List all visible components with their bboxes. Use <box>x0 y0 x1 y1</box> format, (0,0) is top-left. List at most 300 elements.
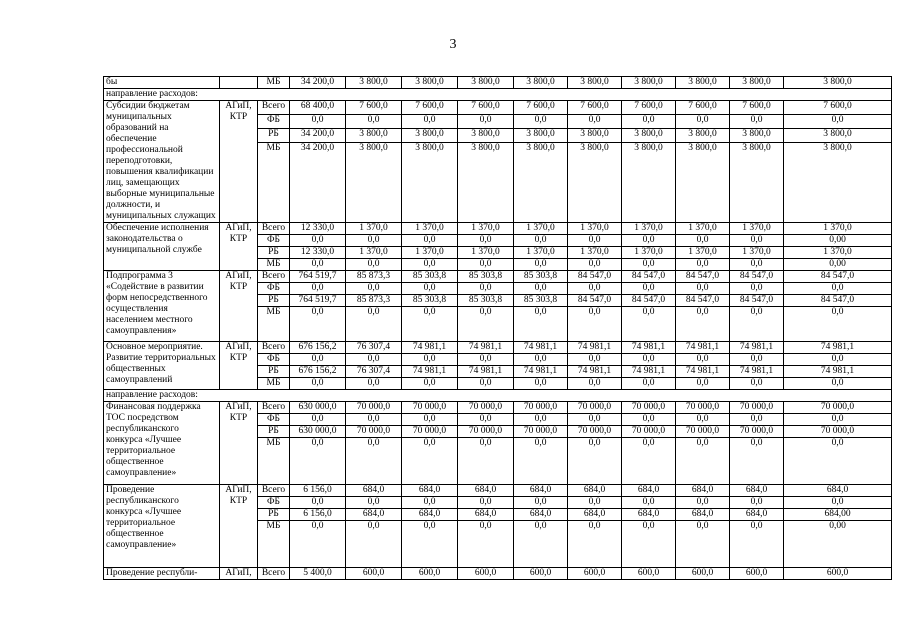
amount-cell: 0,0 <box>568 307 622 342</box>
amount-cell: 5 400,0 <box>290 568 346 580</box>
amount-cell: 0,0 <box>458 259 514 271</box>
amount-cell: 0,0 <box>458 414 514 426</box>
amount-cell: 85 303,8 <box>402 295 458 307</box>
amount-cell: 0,0 <box>730 354 784 366</box>
amount-cell: 0,0 <box>402 414 458 426</box>
section-label: направление расходов: <box>104 390 892 402</box>
amount-cell: 0,0 <box>514 307 568 342</box>
table-row <box>104 342 892 354</box>
amount-cell: 0,0 <box>458 497 514 509</box>
funding-source: РБ <box>258 129 290 143</box>
table-row <box>104 101 892 115</box>
amount-cell: 1 370,0 <box>622 223 676 235</box>
amount-cell: 0,0 <box>346 307 402 342</box>
amount-cell: 684,0 <box>402 485 458 497</box>
amount-cell: 684,0 <box>346 485 402 497</box>
table-row <box>104 402 892 414</box>
amount-cell: 70 000,0 <box>568 426 622 438</box>
table-row <box>104 485 892 497</box>
amount-cell: 0,0 <box>730 378 784 390</box>
amount-cell: 85 873,3 <box>346 271 402 283</box>
amount-cell: 3 800,0 <box>730 77 784 89</box>
amount-cell: 70 000,0 <box>622 426 676 438</box>
amount-cell: 0,0 <box>676 414 730 426</box>
amount-cell: 3 800,0 <box>730 129 784 143</box>
funding-source: Всего <box>258 402 290 414</box>
amount-cell: 0,0 <box>784 115 892 129</box>
funding-source: МБ <box>258 521 290 568</box>
amount-cell: 7 600,0 <box>730 101 784 115</box>
amount-cell: 7 600,0 <box>676 101 730 115</box>
item-name: бы <box>104 77 220 89</box>
table-row <box>104 271 892 283</box>
amount-cell: 1 370,0 <box>568 247 622 259</box>
amount-cell: 0,0 <box>622 414 676 426</box>
amount-cell: 1 370,0 <box>784 223 892 235</box>
amount-cell: 600,0 <box>514 568 568 580</box>
responsible-executor: АГиП, КТР <box>220 101 258 223</box>
amount-cell: 70 000,0 <box>784 402 892 414</box>
amount-cell: 70 000,0 <box>676 426 730 438</box>
amount-cell: 0,0 <box>622 354 676 366</box>
amount-cell: 1 370,0 <box>402 223 458 235</box>
amount-cell: 1 370,0 <box>676 247 730 259</box>
amount-cell: 6 156,0 <box>290 509 346 521</box>
amount-cell: 1 370,0 <box>730 247 784 259</box>
amount-cell: 0,0 <box>730 259 784 271</box>
amount-cell: 74 981,1 <box>402 342 458 354</box>
funding-source: МБ <box>258 438 290 485</box>
amount-cell: 0,0 <box>568 414 622 426</box>
item-name: Субсидии бюджетам муниципальных образований на обеспечение профессиональной переподготовки, повышения квалификации лиц, замещающих выборные муниципальные должности, и муниципальных служащих <box>104 101 220 223</box>
amount-cell: 0,0 <box>290 283 346 295</box>
funding-source: РБ <box>258 366 290 378</box>
amount-cell: 34 200,0 <box>290 143 346 223</box>
amount-cell: 3 800,0 <box>514 129 568 143</box>
amount-cell: 0,0 <box>346 521 402 568</box>
amount-cell: 0,0 <box>514 438 568 485</box>
amount-cell: 684,0 <box>784 485 892 497</box>
amount-cell: 0,0 <box>784 307 892 342</box>
amount-cell: 0,0 <box>784 438 892 485</box>
amount-cell: 70 000,0 <box>568 402 622 414</box>
amount-cell: 84 547,0 <box>730 271 784 283</box>
amount-cell: 70 000,0 <box>458 402 514 414</box>
amount-cell: 70 000,0 <box>730 426 784 438</box>
amount-cell: 0,0 <box>676 438 730 485</box>
amount-cell: 0,0 <box>290 307 346 342</box>
amount-cell: 3 800,0 <box>676 77 730 89</box>
amount-cell: 74 981,1 <box>458 366 514 378</box>
amount-cell: 34 200,0 <box>290 129 346 143</box>
amount-cell: 12 330,0 <box>290 223 346 235</box>
amount-cell: 3 800,0 <box>622 77 676 89</box>
amount-cell: 0,0 <box>676 521 730 568</box>
amount-cell: 0,0 <box>514 354 568 366</box>
amount-cell: 684,0 <box>622 485 676 497</box>
amount-cell: 74 981,1 <box>730 366 784 378</box>
page-number: 3 <box>449 37 457 52</box>
amount-cell: 764 519,7 <box>290 295 346 307</box>
amount-cell: 12 330,0 <box>290 247 346 259</box>
amount-cell: 0,0 <box>622 438 676 485</box>
amount-cell: 0,0 <box>514 259 568 271</box>
amount-cell: 0,0 <box>402 521 458 568</box>
amount-cell: 3 800,0 <box>458 77 514 89</box>
amount-cell: 70 000,0 <box>730 402 784 414</box>
amount-cell: 1 370,0 <box>514 223 568 235</box>
amount-cell: 3 800,0 <box>622 129 676 143</box>
amount-cell: 0,0 <box>458 438 514 485</box>
amount-cell: 600,0 <box>458 568 514 580</box>
amount-cell: 0,0 <box>514 235 568 247</box>
amount-cell: 85 303,8 <box>514 295 568 307</box>
amount-cell: 1 370,0 <box>514 247 568 259</box>
amount-cell: 600,0 <box>402 568 458 580</box>
responsible-executor: АГиП, КТР <box>220 485 258 568</box>
table-row <box>104 223 892 235</box>
amount-cell: 0,0 <box>622 115 676 129</box>
funding-source: МБ <box>258 259 290 271</box>
funding-source: ФБ <box>258 115 290 129</box>
amount-cell: 0,0 <box>402 438 458 485</box>
amount-cell: 84 547,0 <box>622 295 676 307</box>
amount-cell: 76 307,4 <box>346 342 402 354</box>
amount-cell: 84 547,0 <box>622 271 676 283</box>
amount-cell: 84 547,0 <box>784 271 892 283</box>
amount-cell: 3 800,0 <box>568 143 622 223</box>
amount-cell: 0,0 <box>568 497 622 509</box>
amount-cell: 70 000,0 <box>622 402 676 414</box>
amount-cell: 7 600,0 <box>402 101 458 115</box>
amount-cell: 0,0 <box>402 378 458 390</box>
amount-cell: 84 547,0 <box>784 295 892 307</box>
responsible-executor: АГиП, <box>220 568 258 580</box>
amount-cell: 0,0 <box>568 283 622 295</box>
amount-cell: 0,0 <box>514 414 568 426</box>
amount-cell: 85 303,8 <box>458 295 514 307</box>
item-name: Подпрограмма 3 «Содействие в развитии форм непосредственного осуществления населением местного самоуправления» <box>104 271 220 342</box>
amount-cell: 0,0 <box>458 354 514 366</box>
amount-cell: 0,0 <box>730 235 784 247</box>
amount-cell: 676 156,2 <box>290 366 346 378</box>
amount-cell: 0,0 <box>290 259 346 271</box>
amount-cell: 600,0 <box>622 568 676 580</box>
amount-cell: 74 981,1 <box>622 342 676 354</box>
amount-cell: 0,0 <box>514 378 568 390</box>
amount-cell: 84 547,0 <box>676 271 730 283</box>
amount-cell: 7 600,0 <box>346 101 402 115</box>
amount-cell: 3 800,0 <box>730 143 784 223</box>
section-label: направление расходов: <box>104 89 892 101</box>
funding-source: МБ <box>258 307 290 342</box>
amount-cell: 0,0 <box>784 497 892 509</box>
amount-cell: 0,0 <box>402 497 458 509</box>
funding-source: РБ <box>258 426 290 438</box>
amount-cell: 3 800,0 <box>568 129 622 143</box>
amount-cell: 0,0 <box>568 235 622 247</box>
amount-cell: 0,0 <box>402 115 458 129</box>
amount-cell: 7 600,0 <box>458 101 514 115</box>
section-row <box>104 89 892 101</box>
responsible-executor: АГиП, КТР <box>220 342 258 390</box>
amount-cell: 684,0 <box>402 509 458 521</box>
amount-cell: 85 303,8 <box>402 271 458 283</box>
amount-cell: 0,00 <box>784 235 892 247</box>
amount-cell: 0,0 <box>676 378 730 390</box>
amount-cell: 3 800,0 <box>622 143 676 223</box>
amount-cell: 74 981,1 <box>568 366 622 378</box>
item-name: Обеспечение исполнения законодательства о муниципальной службе <box>104 223 220 271</box>
amount-cell: 0,0 <box>784 283 892 295</box>
amount-cell: 1 370,0 <box>346 247 402 259</box>
amount-cell: 684,0 <box>458 485 514 497</box>
amount-cell: 84 547,0 <box>676 295 730 307</box>
funding-source: ФБ <box>258 497 290 509</box>
amount-cell: 684,0 <box>568 509 622 521</box>
item-name: Финансовая поддержка ТОС посредством республиканского конкурса «Лучшее территориальное общественное самоуправление» <box>104 402 220 485</box>
amount-cell: 70 000,0 <box>346 402 402 414</box>
amount-cell: 0,0 <box>568 354 622 366</box>
amount-cell: 0,0 <box>346 497 402 509</box>
amount-cell: 1 370,0 <box>346 223 402 235</box>
amount-cell: 7 600,0 <box>784 101 892 115</box>
amount-cell: 0,0 <box>676 307 730 342</box>
amount-cell: 0,0 <box>514 283 568 295</box>
amount-cell: 0,0 <box>730 115 784 129</box>
amount-cell: 0,0 <box>290 378 346 390</box>
amount-cell: 74 981,1 <box>676 342 730 354</box>
amount-cell: 3 800,0 <box>676 129 730 143</box>
amount-cell: 1 370,0 <box>622 247 676 259</box>
amount-cell: 3 800,0 <box>784 143 892 223</box>
responsible-executor: АГиП, КТР <box>220 223 258 271</box>
amount-cell: 676 156,2 <box>290 342 346 354</box>
amount-cell: 0,0 <box>458 283 514 295</box>
amount-cell: 0,0 <box>676 283 730 295</box>
amount-cell: 0,0 <box>622 283 676 295</box>
funding-source: Всего <box>258 342 290 354</box>
amount-cell: 74 981,1 <box>730 342 784 354</box>
amount-cell: 0,0 <box>568 378 622 390</box>
amount-cell: 3 800,0 <box>784 77 892 89</box>
amount-cell: 0,0 <box>676 235 730 247</box>
amount-cell: 0,0 <box>622 378 676 390</box>
amount-cell: 3 800,0 <box>346 129 402 143</box>
amount-cell: 0,0 <box>402 259 458 271</box>
amount-cell: 600,0 <box>784 568 892 580</box>
funding-source: РБ <box>258 295 290 307</box>
amount-cell: 0,0 <box>402 235 458 247</box>
amount-cell: 0,0 <box>290 354 346 366</box>
table-row <box>104 568 892 580</box>
amount-cell: 74 981,1 <box>402 366 458 378</box>
amount-cell: 0,0 <box>346 354 402 366</box>
amount-cell: 684,0 <box>622 509 676 521</box>
amount-cell: 1 370,0 <box>458 247 514 259</box>
amount-cell: 74 981,1 <box>676 366 730 378</box>
amount-cell: 0,0 <box>514 521 568 568</box>
amount-cell: 6 156,0 <box>290 485 346 497</box>
amount-cell: 0,0 <box>514 497 568 509</box>
funding-source: РБ <box>258 509 290 521</box>
amount-cell: 0,00 <box>784 259 892 271</box>
amount-cell: 1 370,0 <box>676 223 730 235</box>
funding-source: МБ <box>258 378 290 390</box>
amount-cell: 0,0 <box>346 235 402 247</box>
amount-cell: 600,0 <box>676 568 730 580</box>
amount-cell: 600,0 <box>568 568 622 580</box>
amount-cell: 0,0 <box>676 497 730 509</box>
funding-source: ФБ <box>258 414 290 426</box>
amount-cell: 70 000,0 <box>784 426 892 438</box>
amount-cell: 0,0 <box>730 497 784 509</box>
amount-cell: 0,0 <box>290 414 346 426</box>
amount-cell: 0,0 <box>622 259 676 271</box>
amount-cell: 0,0 <box>568 438 622 485</box>
amount-cell: 684,0 <box>568 485 622 497</box>
amount-cell: 70 000,0 <box>402 402 458 414</box>
amount-cell: 0,0 <box>346 115 402 129</box>
funding-source: Всего <box>258 101 290 115</box>
amount-cell: 0,0 <box>676 354 730 366</box>
amount-cell: 0,0 <box>458 378 514 390</box>
amount-cell: 684,00 <box>784 509 892 521</box>
amount-cell: 74 981,1 <box>568 342 622 354</box>
amount-cell: 630 000,0 <box>290 402 346 414</box>
amount-cell: 84 547,0 <box>568 295 622 307</box>
item-name: Проведение республиканского конкурса «Лучшее территориальное общественное самоуправление» <box>104 485 220 568</box>
amount-cell: 3 800,0 <box>346 77 402 89</box>
amount-cell: 1 370,0 <box>458 223 514 235</box>
amount-cell: 0,0 <box>784 378 892 390</box>
amount-cell: 0,0 <box>784 354 892 366</box>
amount-cell: 684,0 <box>514 485 568 497</box>
amount-cell: 85 303,8 <box>458 271 514 283</box>
amount-cell: 684,0 <box>730 509 784 521</box>
amount-cell: 0,00 <box>784 521 892 568</box>
amount-cell: 0,0 <box>730 283 784 295</box>
amount-cell: 3 800,0 <box>514 77 568 89</box>
funding-source: МБ <box>258 143 290 223</box>
section-row <box>104 390 892 402</box>
amount-cell: 3 800,0 <box>402 129 458 143</box>
amount-cell: 1 370,0 <box>730 223 784 235</box>
funding-source: ФБ <box>258 283 290 295</box>
amount-cell: 68 400,0 <box>290 101 346 115</box>
amount-cell: 0,0 <box>290 115 346 129</box>
amount-cell: 0,0 <box>676 259 730 271</box>
amount-cell: 70 000,0 <box>458 426 514 438</box>
funding-source: РБ <box>258 247 290 259</box>
amount-cell: 3 800,0 <box>346 143 402 223</box>
amount-cell: 684,0 <box>346 509 402 521</box>
funding-source: Всего <box>258 223 290 235</box>
amount-cell: 0,0 <box>346 259 402 271</box>
amount-cell: 7 600,0 <box>622 101 676 115</box>
amount-cell: 0,0 <box>458 307 514 342</box>
amount-cell: 74 981,1 <box>514 342 568 354</box>
amount-cell: 0,0 <box>346 378 402 390</box>
amount-cell: 0,0 <box>402 354 458 366</box>
funding-source: Всего <box>258 568 290 580</box>
amount-cell: 600,0 <box>346 568 402 580</box>
amount-cell: 3 800,0 <box>402 77 458 89</box>
amount-cell: 3 800,0 <box>458 129 514 143</box>
amount-cell: 85 303,8 <box>514 271 568 283</box>
amount-cell: 34 200,0 <box>290 77 346 89</box>
amount-cell: 0,0 <box>568 521 622 568</box>
funding-source: Всего <box>258 485 290 497</box>
amount-cell: 3 800,0 <box>784 129 892 143</box>
amount-cell: 0,0 <box>346 438 402 485</box>
funding-source: ФБ <box>258 354 290 366</box>
amount-cell: 0,0 <box>568 115 622 129</box>
amount-cell: 0,0 <box>346 414 402 426</box>
amount-cell: 0,0 <box>514 115 568 129</box>
amount-cell: 684,0 <box>730 485 784 497</box>
amount-cell: 0,0 <box>290 497 346 509</box>
amount-cell: 764 519,7 <box>290 271 346 283</box>
amount-cell: 0,0 <box>730 414 784 426</box>
amount-cell: 0,0 <box>346 283 402 295</box>
amount-cell: 3 800,0 <box>568 77 622 89</box>
amount-cell: 1 370,0 <box>402 247 458 259</box>
amount-cell: 0,0 <box>784 414 892 426</box>
responsible-executor <box>220 77 258 89</box>
amount-cell: 684,0 <box>676 485 730 497</box>
amount-cell: 0,0 <box>730 307 784 342</box>
amount-cell: 84 547,0 <box>730 295 784 307</box>
item-name: Проведение республи- <box>104 568 220 580</box>
responsible-executor: АГиП, КТР <box>220 402 258 485</box>
amount-cell: 600,0 <box>730 568 784 580</box>
amount-cell: 0,0 <box>622 521 676 568</box>
amount-cell: 74 981,1 <box>622 366 676 378</box>
amount-cell: 0,0 <box>458 521 514 568</box>
amount-cell: 70 000,0 <box>402 426 458 438</box>
amount-cell: 684,0 <box>514 509 568 521</box>
amount-cell: 74 981,1 <box>784 342 892 354</box>
amount-cell: 74 981,1 <box>784 366 892 378</box>
amount-cell: 684,0 <box>458 509 514 521</box>
amount-cell: 0,0 <box>402 283 458 295</box>
amount-cell: 684,0 <box>676 509 730 521</box>
amount-cell: 70 000,0 <box>514 426 568 438</box>
funding-source: Всего <box>258 271 290 283</box>
budget-table <box>103 76 892 580</box>
amount-cell: 0,0 <box>676 115 730 129</box>
amount-cell: 74 981,1 <box>514 366 568 378</box>
amount-cell: 0,0 <box>568 259 622 271</box>
responsible-executor: АГиП, КТР <box>220 271 258 342</box>
amount-cell: 7 600,0 <box>514 101 568 115</box>
item-name: Основное мероприятие. Развитие территориальных общественных самоуправлений <box>104 342 220 390</box>
amount-cell: 3 800,0 <box>402 143 458 223</box>
amount-cell: 3 800,0 <box>514 143 568 223</box>
funding-source: ФБ <box>258 235 290 247</box>
amount-cell: 84 547,0 <box>568 271 622 283</box>
amount-cell: 0,0 <box>458 235 514 247</box>
amount-cell: 0,0 <box>402 307 458 342</box>
funding-source: МБ <box>258 77 290 89</box>
amount-cell: 85 873,3 <box>346 295 402 307</box>
amount-cell: 0,0 <box>730 521 784 568</box>
amount-cell: 3 800,0 <box>458 143 514 223</box>
amount-cell: 0,0 <box>622 497 676 509</box>
amount-cell: 70 000,0 <box>514 402 568 414</box>
amount-cell: 0,0 <box>290 235 346 247</box>
